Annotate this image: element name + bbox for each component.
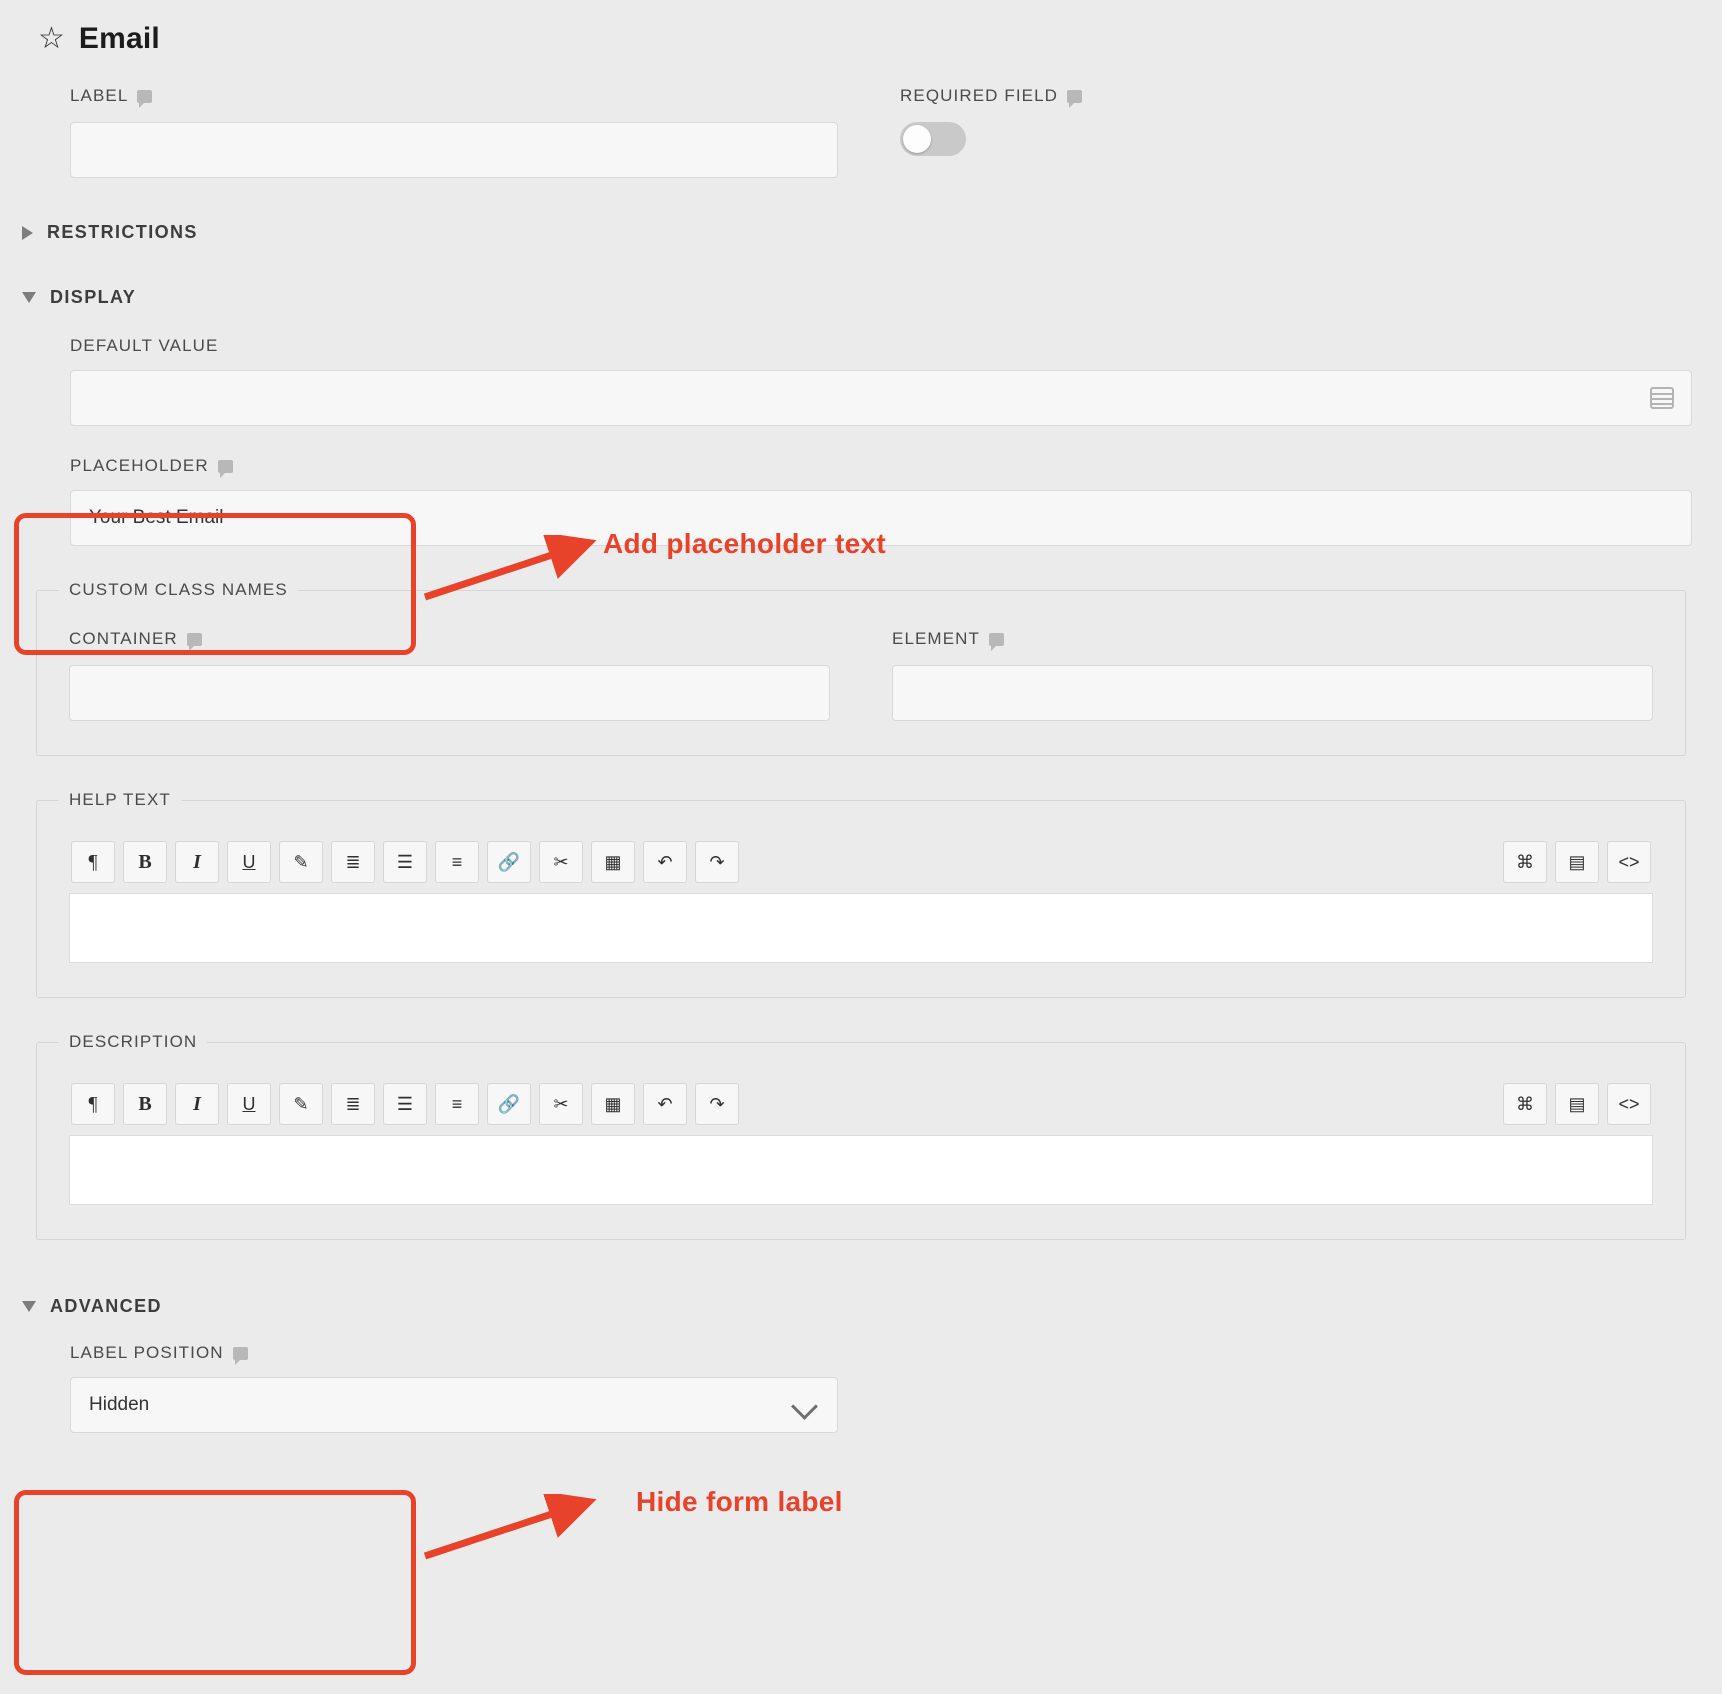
label-position-select-wrap [70, 1377, 838, 1433]
required-field-caption-text: REQUIRED FIELD [900, 86, 1059, 105]
underline-icon[interactable]: U [227, 1083, 271, 1125]
default-value-input[interactable] [70, 370, 1692, 426]
underline-icon[interactable]: U [227, 841, 271, 883]
caret-right-icon [22, 226, 33, 240]
element-caption-text: ELEMENT [892, 629, 980, 648]
description-input[interactable] [69, 1135, 1653, 1205]
unlink-icon[interactable]: ✂ [539, 841, 583, 883]
placeholder-caption [70, 456, 1692, 476]
default-value-caption: DEFAULT VALUE [70, 336, 219, 355]
table-icon[interactable]: ▦ [591, 841, 635, 883]
highlight-advanced [14, 1490, 416, 1675]
label-field-group [0, 86, 840, 178]
default-value-wrap [70, 370, 1692, 426]
required-field-toggle[interactable] [900, 122, 966, 156]
merge-tags-icon[interactable]: ⌘ [1503, 1083, 1547, 1125]
label-input-wrap [70, 122, 838, 178]
label-position-caption-text: LABEL POSITION [70, 1343, 224, 1362]
link-icon[interactable]: 🔗 [487, 841, 531, 883]
section-advanced-label: ADVANCED [50, 1296, 162, 1316]
redo-icon[interactable]: ↷ [695, 841, 739, 883]
required-field-caption [900, 86, 1082, 106]
required-field-group [840, 86, 1082, 178]
tooltip-icon[interactable] [989, 633, 1004, 646]
custom-class-names-columns [69, 591, 1653, 721]
element-class-input[interactable] [892, 665, 1653, 721]
link-icon[interactable]: 🔗 [487, 1083, 531, 1125]
custom-class-names-legend: CUSTOM CLASS NAMES [59, 580, 298, 600]
star-icon: ☆ [38, 22, 65, 55]
label-position-select[interactable] [70, 1377, 838, 1433]
italic-icon[interactable]: I [175, 841, 219, 883]
tooltip-icon[interactable] [218, 460, 233, 473]
paragraph-icon[interactable]: ¶ [71, 841, 115, 883]
display-section-body [0, 336, 1722, 546]
label-caption-text: LABEL [70, 86, 129, 105]
container-caption [69, 629, 830, 649]
annotation-hide-form-label: Hide form label [636, 1486, 843, 1517]
tooltip-icon[interactable] [233, 1347, 248, 1360]
template-icon[interactable]: ▤ [1555, 1083, 1599, 1125]
custom-class-names-group [36, 580, 1686, 756]
align-icon[interactable]: ≡ [435, 1083, 479, 1125]
label-input[interactable] [70, 122, 838, 178]
ordered-list-icon[interactable]: ≣ [331, 841, 375, 883]
label-caption [70, 86, 840, 106]
description-toolbar [69, 1079, 1653, 1135]
annotation-add-placeholder: Add placeholder text [603, 528, 886, 559]
bold-icon[interactable]: B [123, 1083, 167, 1125]
redo-icon[interactable]: ↷ [695, 1083, 739, 1125]
section-advanced[interactable] [0, 1296, 1722, 1317]
clear-formatting-icon[interactable]: ✎ [279, 841, 323, 883]
table-icon[interactable]: ▦ [591, 1083, 635, 1125]
section-restrictions[interactable] [0, 222, 1722, 243]
container-caption-text: CONTAINER [69, 629, 178, 648]
ordered-list-icon[interactable]: ≣ [331, 1083, 375, 1125]
element-class-group [892, 629, 1653, 721]
unordered-list-icon[interactable]: ☰ [383, 1083, 427, 1125]
undo-icon[interactable]: ↶ [643, 1083, 687, 1125]
advanced-section-body [0, 1343, 1722, 1433]
clear-formatting-icon[interactable]: ✎ [279, 1083, 323, 1125]
italic-icon[interactable]: I [175, 1083, 219, 1125]
label-required-row [0, 56, 1722, 178]
toggle-knob [903, 125, 931, 153]
tooltip-icon[interactable] [187, 633, 202, 646]
container-class-group [69, 629, 830, 721]
caret-down-icon [22, 292, 36, 303]
help-text-toolbar [69, 837, 1653, 893]
source-code-icon[interactable]: <> [1607, 1083, 1651, 1125]
merge-tags-icon[interactable]: ⌘ [1503, 841, 1547, 883]
label-position-value: Hidden [89, 1394, 150, 1415]
element-caption [892, 629, 1653, 649]
help-text-group [36, 790, 1686, 998]
description-group [36, 1032, 1686, 1240]
source-code-icon[interactable]: <> [1607, 841, 1651, 883]
container-class-input[interactable] [69, 665, 830, 721]
section-display-label: DISPLAY [50, 287, 137, 307]
label-position-caption [70, 1343, 1692, 1363]
help-text-editor [69, 801, 1653, 963]
help-text-input[interactable] [69, 893, 1653, 963]
arrow-to-advanced [420, 1494, 630, 1584]
page-title: Email [78, 22, 160, 55]
description-legend: DESCRIPTION [59, 1032, 207, 1052]
help-text-legend: HELP TEXT [59, 790, 181, 810]
tooltip-icon[interactable] [137, 90, 152, 103]
undo-icon[interactable]: ↶ [643, 841, 687, 883]
field-header [0, 0, 1722, 56]
description-editor [69, 1043, 1653, 1205]
section-display[interactable] [0, 287, 1722, 308]
unlink-icon[interactable]: ✂ [539, 1083, 583, 1125]
bold-icon[interactable]: B [123, 841, 167, 883]
list-picker-icon[interactable] [1650, 387, 1674, 409]
placeholder-caption-text: PLACEHOLDER [70, 456, 209, 475]
unordered-list-icon[interactable]: ☰ [383, 841, 427, 883]
section-restrictions-label: RESTRICTIONS [47, 222, 198, 242]
paragraph-icon[interactable]: ¶ [71, 1083, 115, 1125]
caret-down-icon [22, 1301, 36, 1312]
template-icon[interactable]: ▤ [1555, 841, 1599, 883]
tooltip-icon[interactable] [1067, 90, 1082, 103]
align-icon[interactable]: ≡ [435, 841, 479, 883]
